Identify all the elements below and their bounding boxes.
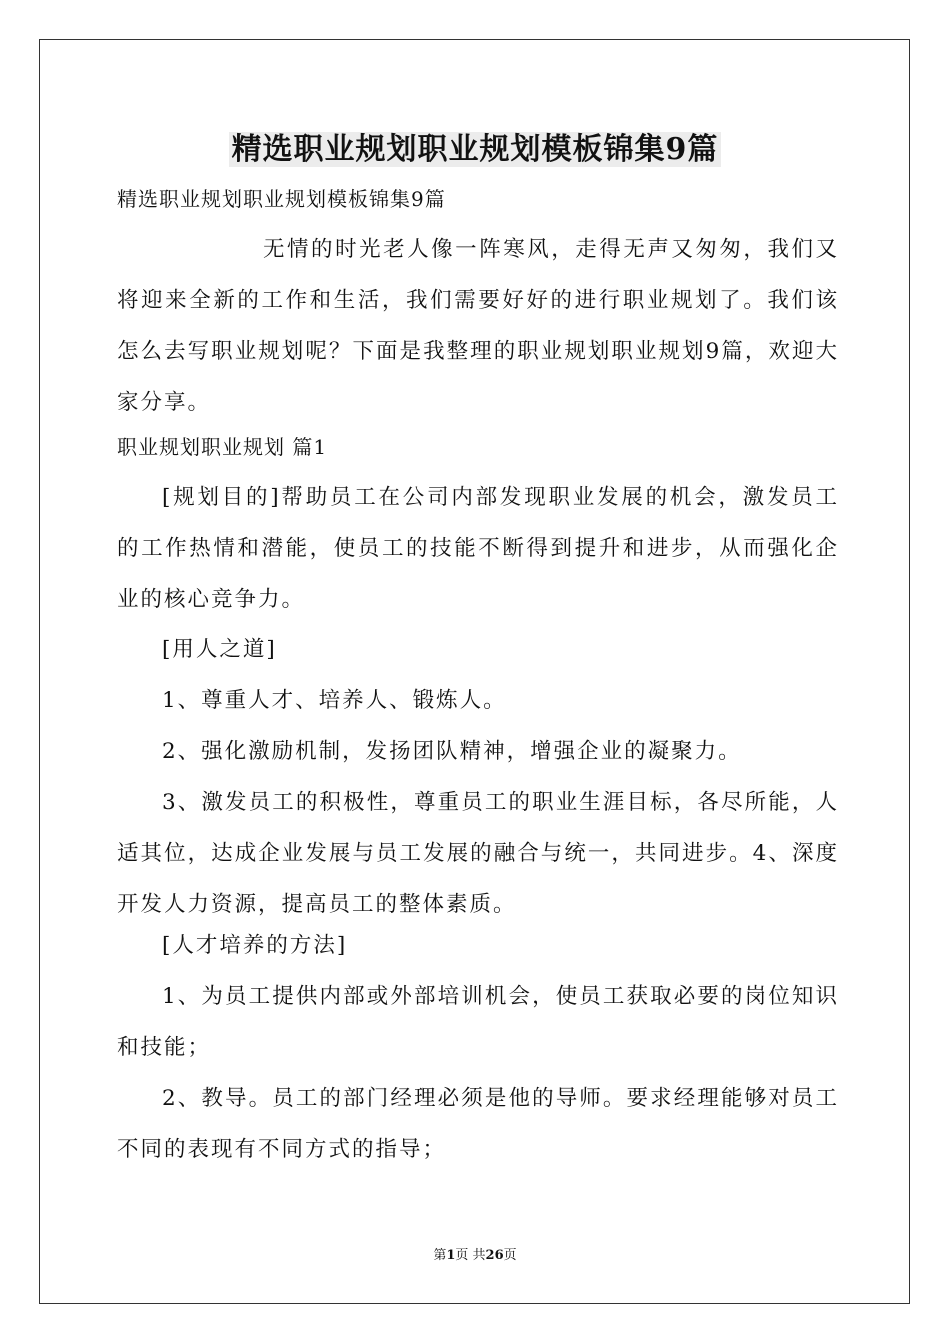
footer-total-pages: 26 xyxy=(485,1248,504,1263)
footer-page-number: 1 xyxy=(446,1248,456,1263)
document-title xyxy=(0,128,950,172)
paragraph-item-2: 2、强化激励机制，发扬团队精神，增强企业的凝聚力。 xyxy=(162,739,742,764)
paragraph-item-3: 3、激发员工的积极性，尊重员工的职业生涯目标，各尽所能，人适其位，达成企业发展与员工发展的融合与统一，共同进步。4、深度开发人力资源，提高员工的整体素质。 xyxy=(117,790,839,917)
paragraph-training-method-heading: [人才培养的方法] xyxy=(162,933,348,958)
paragraph-item-1: 1、尊重人才、培养人、锻炼人。 xyxy=(162,688,507,713)
footer-page-suffix: 页 xyxy=(503,1248,517,1263)
paragraph-training-item-2: 2、教导。员工的部门经理必须是他的导师。要求经理能够对员工不同的表现有不同方式的指导； xyxy=(117,1086,839,1162)
paragraph-training-item-1: 1、为员工提供内部或外部培训机会，使员工获取必要的岗位知识和技能； xyxy=(117,984,839,1060)
paragraph-planning-purpose: [规划目的]帮助员工在公司内部发现职业发展的机会，激发员工的工作热情和潜能，使员工的技能不断得到提升和进步，从而强化企业的核心竞争力。 xyxy=(117,485,839,612)
document-subtitle: 精选职业规划职业规划模板锦集9篇 xyxy=(117,187,446,211)
document-title-text: 精选职业规划职业规划模板锦集9篇 xyxy=(229,132,722,167)
footer-page-mid: 页 共 xyxy=(455,1248,486,1263)
footer-page-prefix: 第 xyxy=(433,1248,447,1263)
section-heading-1: 职业规划职业规划 篇1 xyxy=(117,435,328,459)
intro-paragraph: 无情的时光老人像一阵寒风，走得无声又匆匆，我们又将迎来全新的工作和生活，我们需要好好的进行职业规划了。我们该怎么去写职业规划呢？下面是我整理的职业规划职业规划9篇，欢迎大家分享。 xyxy=(117,237,839,415)
page-footer xyxy=(0,1247,950,1265)
paragraph-employment-principle-heading: [用人之道] xyxy=(162,637,277,662)
